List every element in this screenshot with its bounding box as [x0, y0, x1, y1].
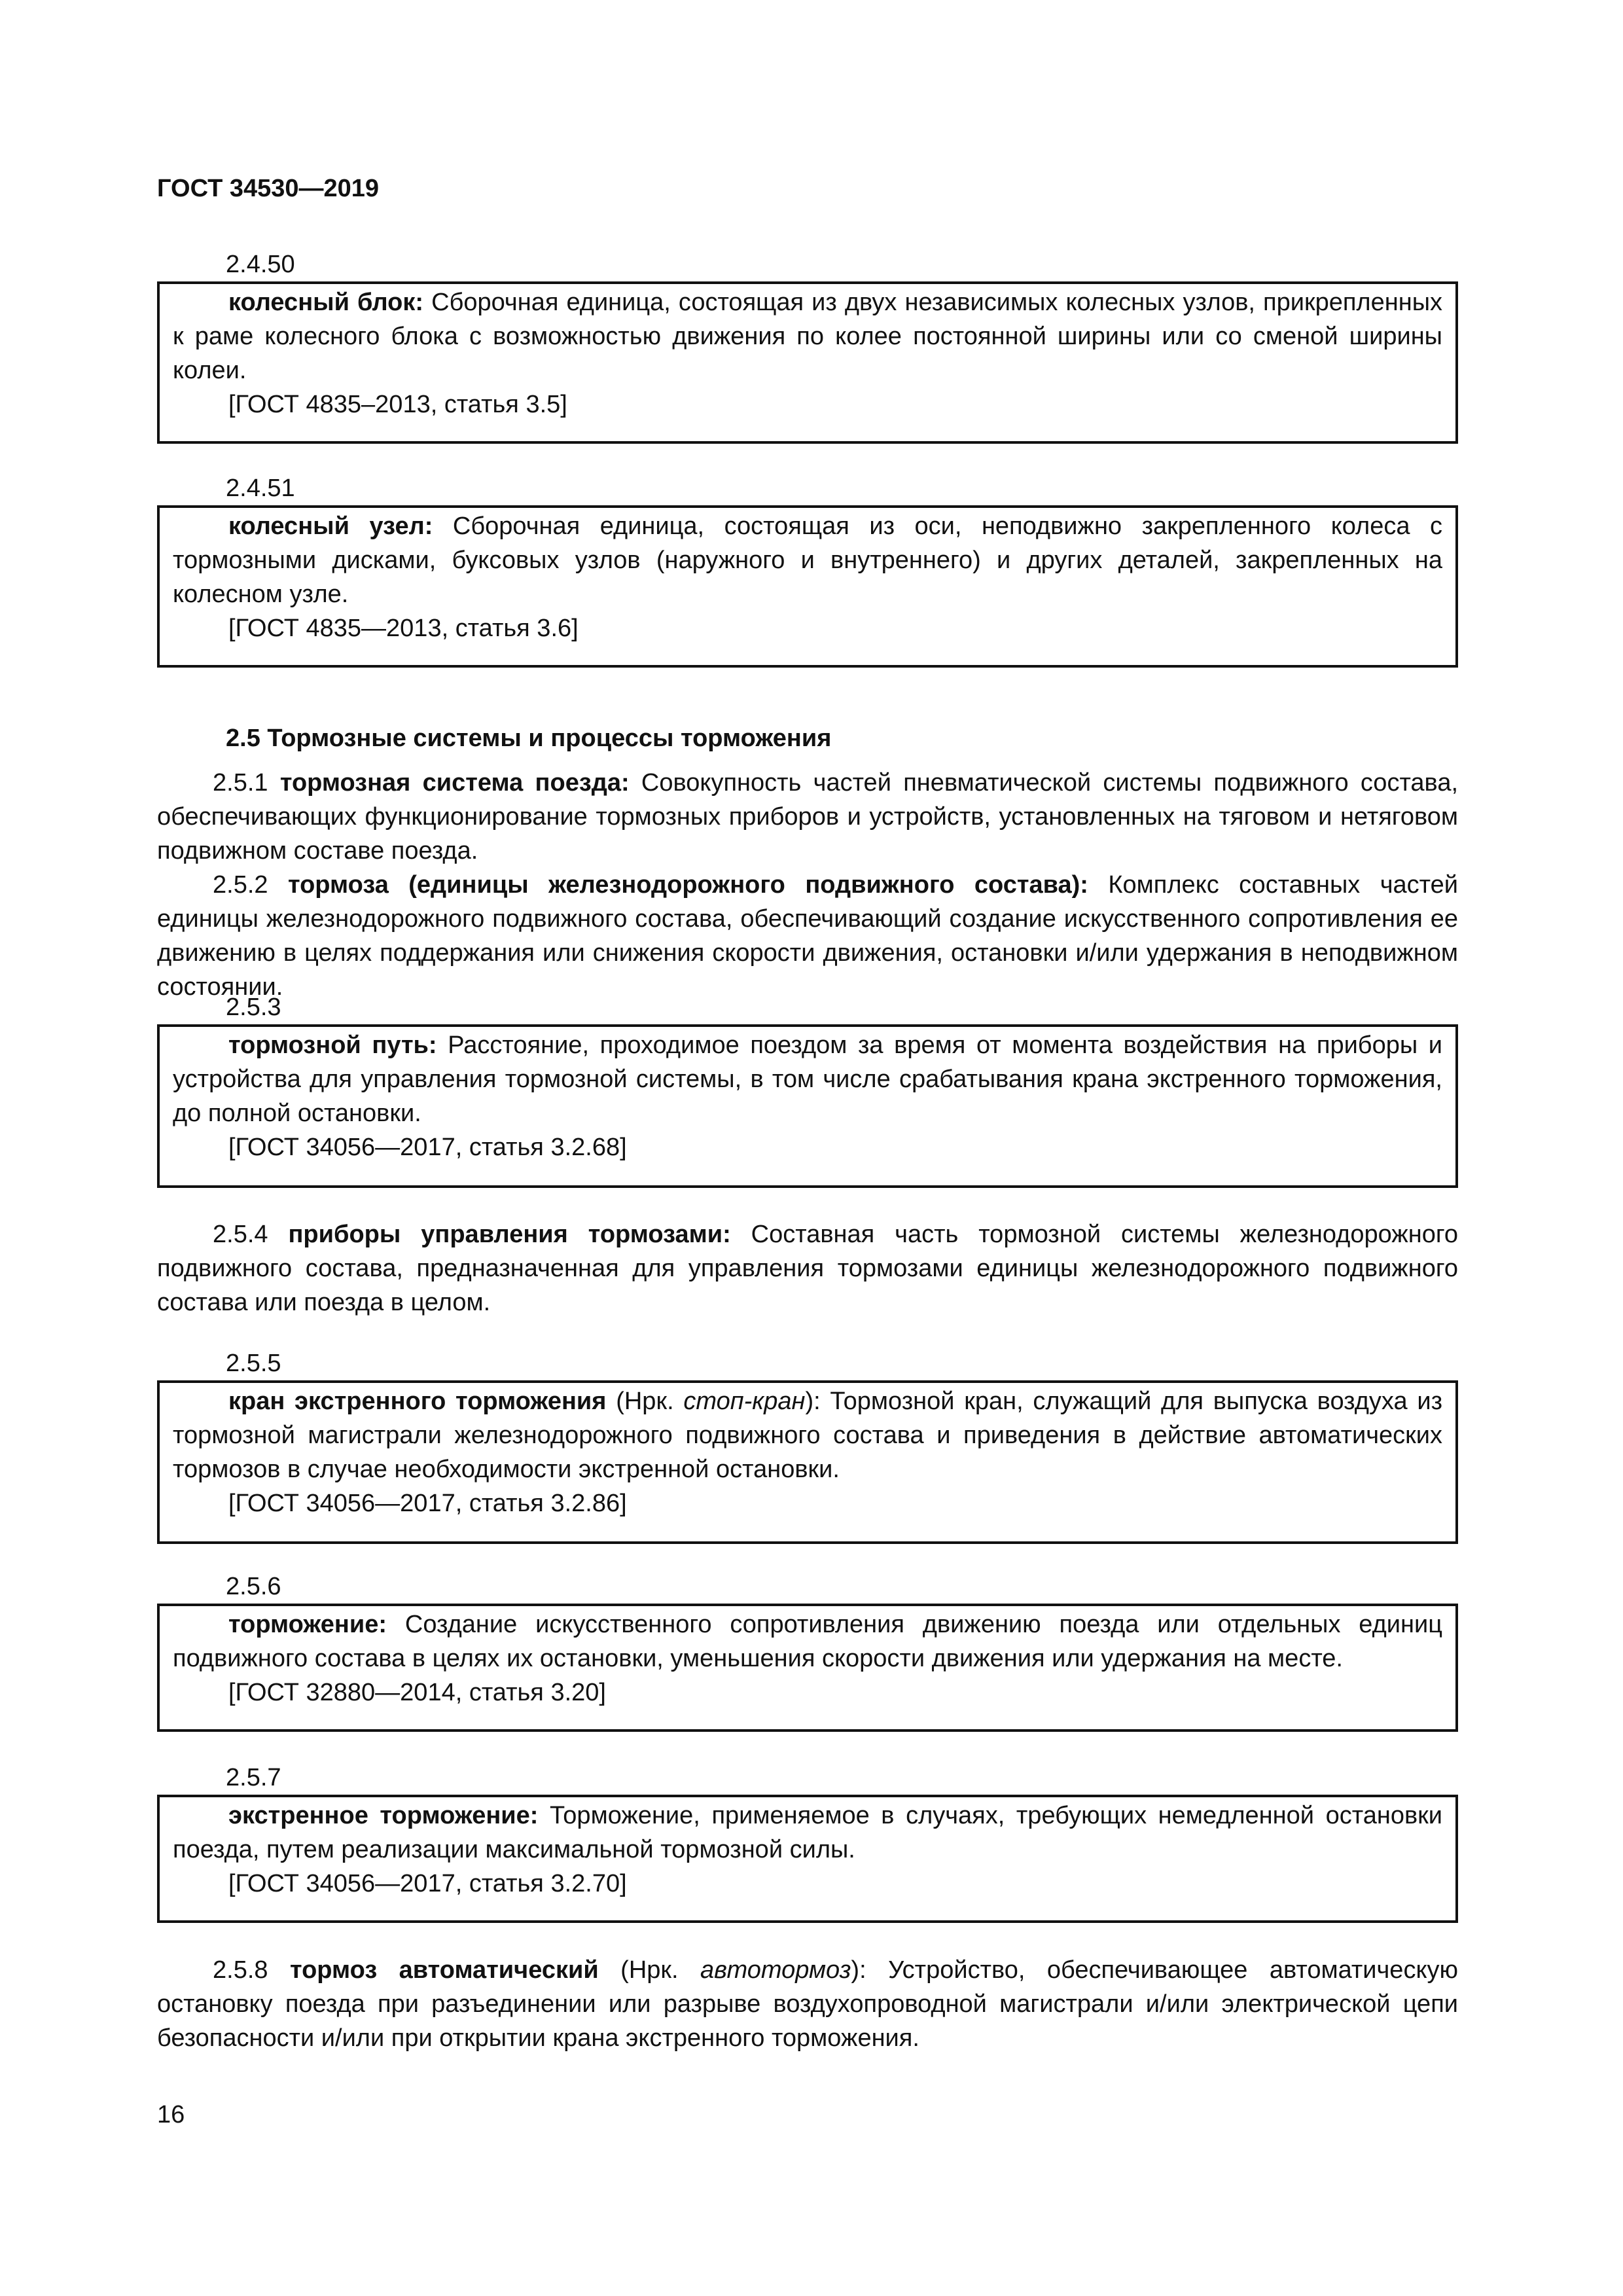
term: торможение:	[228, 1611, 387, 1638]
definition-text: 2.5.2 тормоза (единицы железнодорожного подвижного состава): Комплекс составных частей единицы железнодорожного подвижного состава, обеспечивающий создание искусственного сопротивления ее движению в целях поддержания или снижения скорости движения, остановки и/или удержания в неподвижном состоянии.	[157, 871, 1458, 1001]
quoted-definition-box	[157, 1795, 1458, 1923]
term: колесный блок:	[228, 289, 424, 316]
source-reference: [ГОСТ 4835–2013, статья 3.5]	[228, 391, 567, 418]
entry-number: 2.5.7	[226, 1764, 281, 1791]
quoted-definition-box	[157, 1604, 1458, 1732]
term: тормозная система поезда:	[279, 769, 630, 797]
definition-text: 2.5.4 приборы управления тормозами: Составная часть тормозной системы железнодорожного подвижного состава, предназначенная для управления тормозами единицы железнодорожного подвижного состава или поезда в целом.	[157, 1221, 1458, 1316]
term: колесный узел:	[228, 512, 433, 540]
entry-number: 2.5.6	[226, 1573, 281, 1600]
definition-text: экстренное торможение: Торможение, применяемое в случаях, требующих немедленной остановки поезда, путем реализации максимальной тормозной силы.	[173, 1802, 1442, 1863]
source-reference: [ГОСТ 34056—2017, статья 3.2.86]	[228, 1490, 627, 1517]
term: приборы управления тормозами:	[288, 1221, 731, 1248]
definition-text: торможение: Создание искусственного сопротивления движению поезда или отдельных единиц подвижного состава в целях их остановки, уменьшения скорости движения или удержания на месте.	[173, 1611, 1442, 1672]
source-reference: [ГОСТ 34056—2017, статья 3.2.68]	[228, 1134, 627, 1161]
definition-text: 2.5.8 тормоз автоматический (Нрк. автотормоз): Устройство, обеспечивающее автоматическую остановку поезда при разъединении или разрыве воздухопроводной магистрали и/или электрической цепи безопасности и/или при открытии крана экстренного торможения.	[157, 1956, 1458, 2052]
term: тормоз автоматический	[289, 1956, 599, 1984]
term: тормозной путь:	[228, 1031, 437, 1059]
definition-paragraph	[157, 766, 1458, 1004]
source-reference: [ГОСТ 4835—2013, статья 3.6]	[228, 615, 579, 642]
source-reference: [ГОСТ 32880—2014, статья 3.20]	[228, 1679, 606, 1706]
entry-number: 2.4.50	[226, 251, 295, 278]
term: тормоза (единицы железнодорожного подвижного состава):	[287, 871, 1088, 899]
quoted-definition-box	[157, 505, 1458, 668]
section-heading: 2.5 Тормозные системы и процессы торможения	[226, 725, 832, 752]
definition-text: кран экстренного торможения (Нрк. стоп-кран): Тормозной кран, служащий для выпуска воздуха из тормозной магистрали железнодорожного подвижного состава и приведения в действие автоматических тормозов в случае необходимости экстренной остановки.	[173, 1388, 1443, 1483]
source-reference: [ГОСТ 34056—2017, статья 3.2.70]	[228, 1870, 627, 1897]
entry-number: 2.4.51	[226, 475, 295, 502]
term: кран экстренного торможения	[228, 1388, 607, 1415]
definition-paragraph	[157, 1217, 1458, 1319]
standard-header: ГОСТ 34530—2019	[157, 175, 380, 202]
page-number: 16	[157, 2101, 185, 2128]
definition-text: тормозной путь: Расстояние, проходимое поездом за время от момента воздействия на приборы и устройства для управления тормозной системы, в том числе срабатывания крана экстренного торможения, до полной остановки.	[173, 1031, 1443, 1127]
definition-text: 2.5.1 тормозная система поезда: Совокупность частей пневматической системы подвижного состава, обеспечивающих функционирование тормозных приборов и устройств, установленных на тяговом и нетяговом подвижном составе поезда.	[157, 769, 1459, 865]
entry-number: 2.5.5	[226, 1350, 281, 1377]
definition-text: колесный узел: Сборочная единица, состоящая из оси, неподвижно закрепленного колеса с тормозными дисками, буксовых узлов (наружного и внутреннего) и других деталей, закрепленных на колесном узле.	[173, 512, 1442, 608]
entry-number: 2.5.3	[226, 994, 281, 1021]
definition-text: колесный блок: Сборочная единица, состоящая из двух независимых колесных узлов, прикрепленных к раме колесного блока с возможностью движения по колее постоянной ширины или со сменой ширины колеи.	[173, 289, 1443, 384]
quoted-definition-box	[157, 1380, 1458, 1544]
term: экстренное торможение:	[228, 1802, 539, 1829]
definition-paragraph	[157, 1953, 1458, 2055]
quoted-definition-box	[157, 1024, 1458, 1188]
quoted-definition-box	[157, 281, 1458, 444]
